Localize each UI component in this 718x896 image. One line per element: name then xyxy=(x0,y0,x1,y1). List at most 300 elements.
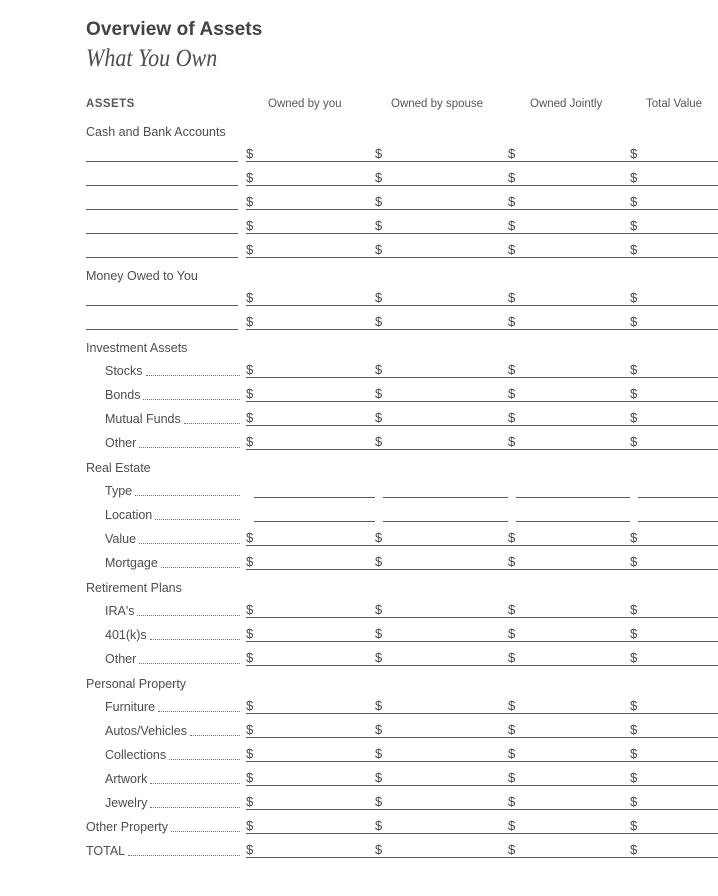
asset-row xyxy=(86,166,718,190)
currency-symbol: $ xyxy=(508,530,516,545)
asset-row xyxy=(86,286,718,310)
value-cell-owned-by-spouse xyxy=(375,310,508,334)
asset-row-label-cell xyxy=(86,190,246,214)
amount-input-total-value[interactable] xyxy=(630,623,718,642)
asset-row xyxy=(86,478,718,502)
amount-input-owned-jointly[interactable] xyxy=(508,167,630,186)
currency-symbol: $ xyxy=(375,626,383,641)
amount-input-total-value[interactable] xyxy=(630,815,718,834)
currency-symbol: $ xyxy=(246,362,254,377)
currency-symbol: $ xyxy=(375,146,383,161)
value-cell-total-value xyxy=(630,718,718,742)
section-heading: Investment Assets xyxy=(86,341,188,355)
asset-row-label-cell xyxy=(86,694,246,718)
column-header-assets: ASSETS xyxy=(86,98,135,110)
amount-input-owned-by-spouse[interactable] xyxy=(375,743,508,762)
amount-input-owned-by-spouse[interactable] xyxy=(375,695,508,714)
asset-row xyxy=(86,406,718,430)
text-input-owned-by-you[interactable] xyxy=(254,503,375,522)
page-title: Overview of Assets xyxy=(86,19,263,40)
amount-input-owned-by-spouse[interactable] xyxy=(375,623,508,642)
asset-row-label-cell xyxy=(86,646,246,670)
asset-row xyxy=(86,646,718,670)
asset-name-input[interactable] xyxy=(86,143,238,162)
asset-row xyxy=(86,694,718,718)
value-cell-owned-by-spouse xyxy=(375,766,508,790)
currency-symbol: $ xyxy=(375,290,383,305)
amount-input-owned-jointly[interactable] xyxy=(508,815,630,834)
asset-name-input[interactable] xyxy=(86,287,238,306)
asset-row-label-cell xyxy=(86,622,246,646)
amount-input-total-value[interactable] xyxy=(630,383,718,402)
currency-symbol: $ xyxy=(375,602,383,617)
amount-input-owned-jointly[interactable] xyxy=(508,791,630,810)
amount-input-total-value[interactable] xyxy=(630,695,718,714)
currency-symbol: $ xyxy=(508,794,516,809)
currency-symbol: $ xyxy=(508,626,516,641)
currency-symbol: $ xyxy=(375,218,383,233)
dot-leader xyxy=(150,638,240,640)
currency-symbol: $ xyxy=(508,242,516,257)
asset-row-label-cell xyxy=(86,430,246,454)
amount-input-owned-by-spouse[interactable] xyxy=(375,359,508,378)
currency-symbol: $ xyxy=(375,650,383,665)
asset-row xyxy=(86,790,718,814)
currency-symbol: $ xyxy=(508,650,516,665)
amount-input-total-value[interactable] xyxy=(630,359,718,378)
column-header-owned-by-you: Owned by you xyxy=(268,98,342,110)
currency-symbol: $ xyxy=(630,218,638,233)
asset-row-label-cell xyxy=(86,718,246,742)
value-cell-owned-by-spouse xyxy=(375,646,508,670)
amount-input-owned-by-spouse[interactable] xyxy=(375,191,508,210)
currency-symbol: $ xyxy=(375,794,383,809)
currency-symbol: $ xyxy=(508,602,516,617)
asset-row-label xyxy=(105,699,242,715)
value-cell-owned-by-spouse xyxy=(375,550,508,574)
amount-input-total-value[interactable] xyxy=(630,719,718,738)
amount-input-total-value[interactable] xyxy=(630,143,718,162)
amount-input-owned-jointly[interactable] xyxy=(508,191,630,210)
value-cell-owned-jointly xyxy=(508,718,630,742)
asset-sections xyxy=(86,118,718,862)
dot-leader xyxy=(143,398,240,400)
asset-row-label-text: Location xyxy=(105,508,153,522)
amount-input-owned-by-you[interactable] xyxy=(246,359,375,378)
amount-input-owned-by-you[interactable] xyxy=(246,407,375,426)
column-header-row xyxy=(86,96,718,118)
currency-symbol: $ xyxy=(630,842,638,857)
amount-input-owned-by-spouse[interactable] xyxy=(375,383,508,402)
value-cell-owned-by-you xyxy=(246,550,375,574)
asset-row xyxy=(86,382,718,406)
asset-row-label xyxy=(105,435,242,451)
currency-symbol: $ xyxy=(375,818,383,833)
asset-row-label-cell xyxy=(86,502,246,526)
amount-input-owned-by-you[interactable] xyxy=(246,623,375,642)
text-input-owned-by-you[interactable] xyxy=(254,479,375,498)
amount-input-owned-by-you[interactable] xyxy=(246,839,375,858)
currency-symbol: $ xyxy=(375,170,383,185)
asset-row-label xyxy=(105,603,242,619)
value-cell-owned-by-you xyxy=(246,382,375,406)
amount-input-owned-by-you[interactable] xyxy=(246,215,375,234)
amount-input-total-value[interactable] xyxy=(630,407,718,426)
currency-symbol: $ xyxy=(246,602,254,617)
asset-row xyxy=(86,550,718,574)
amount-input-total-value[interactable] xyxy=(630,287,718,306)
amount-input-owned-jointly[interactable] xyxy=(508,719,630,738)
amount-input-owned-by-spouse[interactable] xyxy=(375,815,508,834)
value-cell-total-value xyxy=(630,790,718,814)
currency-symbol: $ xyxy=(630,170,638,185)
value-cell-owned-by-you xyxy=(246,406,375,430)
column-header-owned-jointly: Owned Jointly xyxy=(530,98,603,110)
asset-row-label-cell xyxy=(86,238,246,262)
amount-input-owned-by-you[interactable] xyxy=(246,695,375,714)
currency-symbol: $ xyxy=(508,746,516,761)
amount-input-owned-by-you[interactable] xyxy=(246,791,375,810)
asset-row-label-cell xyxy=(86,526,246,550)
currency-symbol: $ xyxy=(508,722,516,737)
amount-input-total-value[interactable] xyxy=(630,527,718,546)
dot-leader xyxy=(184,422,240,424)
currency-symbol: $ xyxy=(630,242,638,257)
text-input-owned-by-spouse[interactable] xyxy=(383,503,508,522)
dot-leader xyxy=(128,854,240,856)
dot-leader xyxy=(137,614,240,616)
amount-input-owned-by-spouse[interactable] xyxy=(375,287,508,306)
amount-input-owned-jointly[interactable] xyxy=(508,599,630,618)
dot-leader xyxy=(171,830,240,832)
currency-symbol: $ xyxy=(630,602,638,617)
asset-row xyxy=(86,190,718,214)
asset-row-label-cell xyxy=(86,286,246,310)
asset-row xyxy=(86,214,718,238)
currency-symbol: $ xyxy=(246,842,254,857)
asset-row-label-text: Type xyxy=(105,484,133,498)
asset-row xyxy=(86,622,718,646)
value-cell-owned-by-spouse xyxy=(375,238,508,262)
asset-row-label-text: Stocks xyxy=(105,364,143,378)
currency-symbol: $ xyxy=(246,218,254,233)
amount-input-owned-by-spouse[interactable] xyxy=(375,239,508,258)
currency-symbol: $ xyxy=(508,218,516,233)
value-cell-owned-by-you xyxy=(246,502,375,526)
value-cell-owned-by-spouse xyxy=(375,190,508,214)
currency-symbol: $ xyxy=(508,554,516,569)
currency-symbol: $ xyxy=(508,386,516,401)
asset-row xyxy=(86,766,718,790)
asset-row xyxy=(86,814,718,838)
value-cell-total-value xyxy=(630,502,718,526)
value-cell-total-value xyxy=(630,286,718,310)
asset-row-label xyxy=(105,627,242,643)
value-cell-total-value xyxy=(630,214,718,238)
value-cell-owned-by-you xyxy=(246,742,375,766)
amount-input-owned-by-spouse[interactable] xyxy=(375,311,508,330)
amount-input-owned-by-spouse[interactable] xyxy=(375,143,508,162)
asset-row xyxy=(86,742,718,766)
asset-name-input[interactable] xyxy=(86,167,238,186)
currency-symbol: $ xyxy=(246,434,254,449)
amount-input-total-value[interactable] xyxy=(630,239,718,258)
asset-row-label-cell xyxy=(86,550,246,574)
value-cell-owned-jointly xyxy=(508,382,630,406)
amount-input-owned-by-you[interactable] xyxy=(246,383,375,402)
asset-row xyxy=(86,358,718,382)
dot-leader xyxy=(158,710,240,712)
currency-symbol: $ xyxy=(375,194,383,209)
value-cell-owned-jointly xyxy=(508,646,630,670)
value-cell-owned-by-spouse xyxy=(375,598,508,622)
amount-input-owned-jointly[interactable] xyxy=(508,839,630,858)
amount-input-owned-by-you[interactable] xyxy=(246,647,375,666)
value-cell-total-value xyxy=(630,238,718,262)
asset-row xyxy=(86,598,718,622)
value-cell-owned-by-you xyxy=(246,598,375,622)
asset-name-input[interactable] xyxy=(86,239,238,258)
currency-symbol: $ xyxy=(508,698,516,713)
value-cell-owned-by-spouse xyxy=(375,382,508,406)
currency-symbol: $ xyxy=(630,818,638,833)
currency-symbol: $ xyxy=(630,554,638,569)
amount-input-total-value[interactable] xyxy=(630,551,718,570)
amount-input-total-value[interactable] xyxy=(630,311,718,330)
dot-leader xyxy=(135,494,240,496)
value-cell-total-value xyxy=(630,766,718,790)
amount-input-owned-jointly[interactable] xyxy=(508,695,630,714)
value-cell-owned-by-spouse xyxy=(375,478,508,502)
amount-input-total-value[interactable] xyxy=(630,215,718,234)
amount-input-total-value[interactable] xyxy=(630,167,718,186)
amount-input-owned-by-spouse[interactable] xyxy=(375,767,508,786)
value-cell-owned-jointly xyxy=(508,214,630,238)
currency-symbol: $ xyxy=(630,722,638,737)
currency-symbol: $ xyxy=(630,410,638,425)
amount-input-total-value[interactable] xyxy=(630,767,718,786)
column-header-owned-by-spouse: Owned by spouse xyxy=(391,98,484,110)
value-cell-owned-jointly xyxy=(508,742,630,766)
asset-row-label xyxy=(105,651,242,667)
text-input-owned-jointly[interactable] xyxy=(516,503,630,522)
amount-input-total-value[interactable] xyxy=(630,191,718,210)
asset-row xyxy=(86,718,718,742)
asset-row-label-cell xyxy=(86,790,246,814)
value-cell-owned-by-you xyxy=(246,478,375,502)
dot-leader xyxy=(155,518,240,520)
value-cell-owned-by-you xyxy=(246,430,375,454)
asset-name-input[interactable] xyxy=(86,311,238,330)
dot-leader xyxy=(150,782,240,784)
currency-symbol: $ xyxy=(375,386,383,401)
amount-input-owned-by-you[interactable] xyxy=(246,815,375,834)
value-cell-owned-by-you xyxy=(246,646,375,670)
currency-symbol: $ xyxy=(246,314,254,329)
amount-input-total-value[interactable] xyxy=(630,647,718,666)
currency-symbol: $ xyxy=(375,746,383,761)
asset-row xyxy=(86,502,718,526)
currency-symbol: $ xyxy=(630,290,638,305)
value-cell-total-value xyxy=(630,694,718,718)
currency-symbol: $ xyxy=(630,194,638,209)
amount-input-owned-by-you[interactable] xyxy=(246,431,375,450)
asset-row-label-text: 401(k)s xyxy=(105,628,147,642)
amount-input-owned-by-spouse[interactable] xyxy=(375,431,508,450)
amount-input-owned-jointly[interactable] xyxy=(508,743,630,762)
amount-input-owned-jointly[interactable] xyxy=(508,527,630,546)
currency-symbol: $ xyxy=(508,194,516,209)
amount-input-owned-jointly[interactable] xyxy=(508,287,630,306)
amount-input-total-value[interactable] xyxy=(630,599,718,618)
amount-input-total-value[interactable] xyxy=(630,431,718,450)
asset-row-label-cell xyxy=(86,766,246,790)
asset-row-label-text: Mortgage xyxy=(105,556,158,570)
amount-input-owned-by-you[interactable] xyxy=(246,143,375,162)
asset-row xyxy=(86,238,718,262)
asset-name-input[interactable] xyxy=(86,191,238,210)
asset-row-label xyxy=(105,723,242,739)
asset-row-label-text: Mutual Funds xyxy=(105,412,181,426)
asset-row-label-text: IRA's xyxy=(105,604,135,618)
amount-input-owned-by-you[interactable] xyxy=(246,167,375,186)
value-cell-total-value xyxy=(630,478,718,502)
amount-input-owned-by-you[interactable] xyxy=(246,527,375,546)
currency-symbol: $ xyxy=(375,698,383,713)
amount-input-owned-by-spouse[interactable] xyxy=(375,599,508,618)
value-cell-total-value xyxy=(630,406,718,430)
amount-input-owned-by-spouse[interactable] xyxy=(375,527,508,546)
asset-row-label xyxy=(105,795,242,811)
value-cell-owned-jointly xyxy=(508,694,630,718)
value-cell-owned-by-you xyxy=(246,694,375,718)
value-cell-owned-jointly xyxy=(508,598,630,622)
amount-input-total-value[interactable] xyxy=(630,791,718,810)
value-cell-owned-by-spouse xyxy=(375,814,508,838)
currency-symbol: $ xyxy=(375,242,383,257)
value-cell-owned-by-spouse xyxy=(375,622,508,646)
amount-input-owned-by-spouse[interactable] xyxy=(375,719,508,738)
currency-symbol: $ xyxy=(508,818,516,833)
asset-row-label-cell xyxy=(86,310,246,334)
page-subtitle: What You Own xyxy=(86,45,218,72)
currency-symbol: $ xyxy=(630,626,638,641)
asset-name-input[interactable] xyxy=(86,215,238,234)
amount-input-owned-by-you[interactable] xyxy=(246,311,375,330)
amount-input-owned-by-you[interactable] xyxy=(246,287,375,306)
value-cell-owned-jointly xyxy=(508,526,630,550)
asset-row-label xyxy=(105,771,242,787)
amount-input-owned-by-spouse[interactable] xyxy=(375,407,508,426)
amount-input-owned-jointly[interactable] xyxy=(508,311,630,330)
currency-symbol: $ xyxy=(508,410,516,425)
text-input-total-value[interactable] xyxy=(638,479,718,498)
amount-input-owned-jointly[interactable] xyxy=(508,383,630,402)
currency-symbol: $ xyxy=(246,194,254,209)
amount-input-owned-jointly[interactable] xyxy=(508,767,630,786)
value-cell-owned-by-spouse xyxy=(375,430,508,454)
currency-symbol: $ xyxy=(375,554,383,569)
amount-input-owned-jointly[interactable] xyxy=(508,623,630,642)
amount-input-owned-jointly[interactable] xyxy=(508,407,630,426)
amount-input-owned-jointly[interactable] xyxy=(508,215,630,234)
value-cell-owned-jointly xyxy=(508,622,630,646)
value-cell-owned-jointly xyxy=(508,166,630,190)
amount-input-owned-by-you[interactable] xyxy=(246,719,375,738)
amount-input-total-value[interactable] xyxy=(630,743,718,762)
currency-symbol: $ xyxy=(246,626,254,641)
currency-symbol: $ xyxy=(630,794,638,809)
value-cell-owned-by-spouse xyxy=(375,790,508,814)
asset-row-label-text: Collections xyxy=(105,748,167,762)
currency-symbol: $ xyxy=(246,386,254,401)
value-cell-owned-jointly xyxy=(508,310,630,334)
currency-symbol: $ xyxy=(375,770,383,785)
currency-symbol: $ xyxy=(246,650,254,665)
amount-input-total-value[interactable] xyxy=(630,839,718,858)
amount-input-owned-jointly[interactable] xyxy=(508,143,630,162)
value-cell-owned-by-you xyxy=(246,622,375,646)
value-cell-owned-jointly xyxy=(508,838,630,862)
value-cell-owned-by-you xyxy=(246,718,375,742)
amount-input-owned-jointly[interactable] xyxy=(508,551,630,570)
amount-input-owned-by-you[interactable] xyxy=(246,551,375,570)
asset-row-label-cell xyxy=(86,814,246,838)
currency-symbol: $ xyxy=(375,362,383,377)
value-cell-owned-by-you xyxy=(246,286,375,310)
amount-input-owned-jointly[interactable] xyxy=(508,431,630,450)
amount-input-owned-by-spouse[interactable] xyxy=(375,215,508,234)
asset-row-label xyxy=(105,555,242,571)
value-cell-owned-by-you xyxy=(246,358,375,382)
currency-symbol: $ xyxy=(246,770,254,785)
text-input-owned-by-spouse[interactable] xyxy=(383,479,508,498)
amount-input-owned-jointly[interactable] xyxy=(508,239,630,258)
amount-input-owned-by-spouse[interactable] xyxy=(375,167,508,186)
amount-input-owned-jointly[interactable] xyxy=(508,359,630,378)
currency-symbol: $ xyxy=(508,170,516,185)
currency-symbol: $ xyxy=(246,530,254,545)
currency-symbol: $ xyxy=(508,290,516,305)
amount-input-owned-by-you[interactable] xyxy=(246,599,375,618)
asset-row-label xyxy=(105,363,242,379)
currency-symbol: $ xyxy=(630,530,638,545)
currency-symbol: $ xyxy=(246,554,254,569)
amount-input-owned-by-you[interactable] xyxy=(246,767,375,786)
amount-input-owned-by-you[interactable] xyxy=(246,743,375,762)
currency-symbol: $ xyxy=(246,242,254,257)
value-cell-total-value xyxy=(630,310,718,334)
value-cell-owned-by-spouse xyxy=(375,166,508,190)
asset-row-label-text: Other Property xyxy=(86,820,168,834)
amount-input-owned-by-you[interactable] xyxy=(246,239,375,258)
amount-input-owned-by-you[interactable] xyxy=(246,191,375,210)
asset-row-label xyxy=(105,507,242,523)
amount-input-owned-by-spouse[interactable] xyxy=(375,647,508,666)
amount-input-owned-by-spouse[interactable] xyxy=(375,791,508,810)
value-cell-owned-jointly xyxy=(508,766,630,790)
text-input-owned-jointly[interactable] xyxy=(516,479,630,498)
currency-symbol: $ xyxy=(508,434,516,449)
amount-input-owned-by-spouse[interactable] xyxy=(375,551,508,570)
amount-input-owned-jointly[interactable] xyxy=(508,647,630,666)
asset-row-label-text: TOTAL xyxy=(86,844,126,858)
value-cell-owned-by-you xyxy=(246,814,375,838)
amount-input-owned-by-spouse[interactable] xyxy=(375,839,508,858)
currency-symbol: $ xyxy=(630,146,638,161)
value-cell-owned-by-spouse xyxy=(375,214,508,238)
text-input-total-value[interactable] xyxy=(638,503,718,522)
